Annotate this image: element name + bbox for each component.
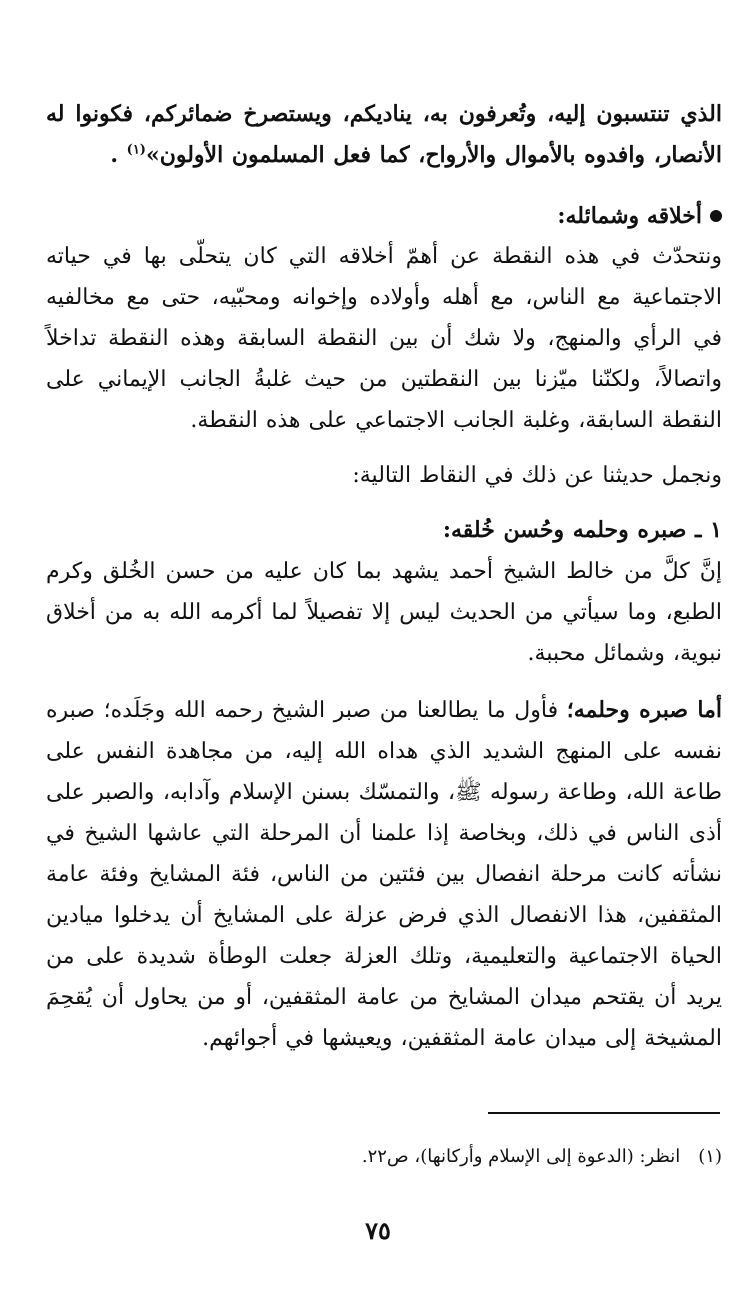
section-heading-text: أخلاقه وشمائله: <box>557 203 702 229</box>
footnote-divider <box>488 1112 720 1114</box>
character-paragraph: إنَّ كلَّ من خالط الشيخ أحمد يشهد بما كان عليه من حسن الخُلق وكرم الطبع، وما سيأتي من الحديث ليس إلا تفصيلاً لما أكرمه الله به من أخلاق نبوية، وشمائل محببة. <box>46 559 722 666</box>
subsection-heading-sabr: ١ ـ صبره وحلمه وحُسن خُلقه: <box>442 517 722 543</box>
summary-paragraph: ونجمل حديثنا عن ذلك في النقاط التالية: <box>352 463 722 488</box>
patience-text: فأول ما يطالعنا من صبر الشيخ رحمه الله وجَلَده؛ صبره نفسه على المنهج الشديد الذي هداه الله إليه، من مجاهدة النفس على طاعة الله، وطاعة رسوله ﷺ، والتمسّك بسنن الإسلام وآدابه، والصبر على أذى الناس في ذلك، وبخاصة إذا علمنا أن المرحلة التي عاشها الشيخ في نشأته كانت مرحلة انفصال بين فئتين من الناس، فئة المشايخ وفئة عامة المثقفين، هذا الانفصال الذي فرض عزلة على المشايخ أن يدخلوا ميادين الحياة الاجتماعية والتعليمية، وتلك العزلة جعلت الوطأة شديدة على من يريد أن يقتحم ميدان المشايخ من عامة المثقفين، أو من يحاول أن يُقحِمَ المشيخة إلى ميدان عامة المثقفين، ويعيشها في أجوائهم. <box>46 698 722 1051</box>
page-number: ٧٥ <box>365 1216 391 1245</box>
footnote <box>362 1143 722 1171</box>
bullet-dot-icon <box>710 210 722 222</box>
footnote-reference[interactable]: (١) <box>126 142 146 158</box>
intro-paragraph: ونتحدّث في هذه النقطة عن أهمّ أخلاقه التي كان يتحلّى بها في حياته الاجتماعية مع الناس، مع أهله وأولاده وإخوانه ومحبّيه، حتى مع مخالفيه في الرأي والمنهج، ولا شك أن بين النقطة السابقة وهذه النقطة تداخلاً واتصالاً، ولكنّنا ميّزنا بين النقطتين من حيث غلبةُ الجانب الإيماني على النقطة السابقة، وغلبة الجانب الاجتماعي على هذه النقطة. <box>46 244 722 433</box>
patience-lead: أما صبره وحلمه؛ <box>566 697 722 723</box>
quote-end: . <box>110 142 118 168</box>
quote-paragraph <box>46 94 722 176</box>
patience-paragraph <box>46 690 722 1059</box>
footnote-text: انظر: (الدعوة إلى الإسلام وأركانها)، ص٢٢. <box>361 1146 681 1167</box>
section-heading-akhlaq <box>46 196 722 236</box>
footnote-number: (١) <box>698 1146 722 1167</box>
quote-text: الذي تنتسبون إليه، وتُعرفون به، يناديكم، ويستصرخ ضمائركم، فكونوا له الأنصار، وافدوه بالأموال والأرواح، كما فعل المسلمون الأولون» <box>46 101 722 168</box>
